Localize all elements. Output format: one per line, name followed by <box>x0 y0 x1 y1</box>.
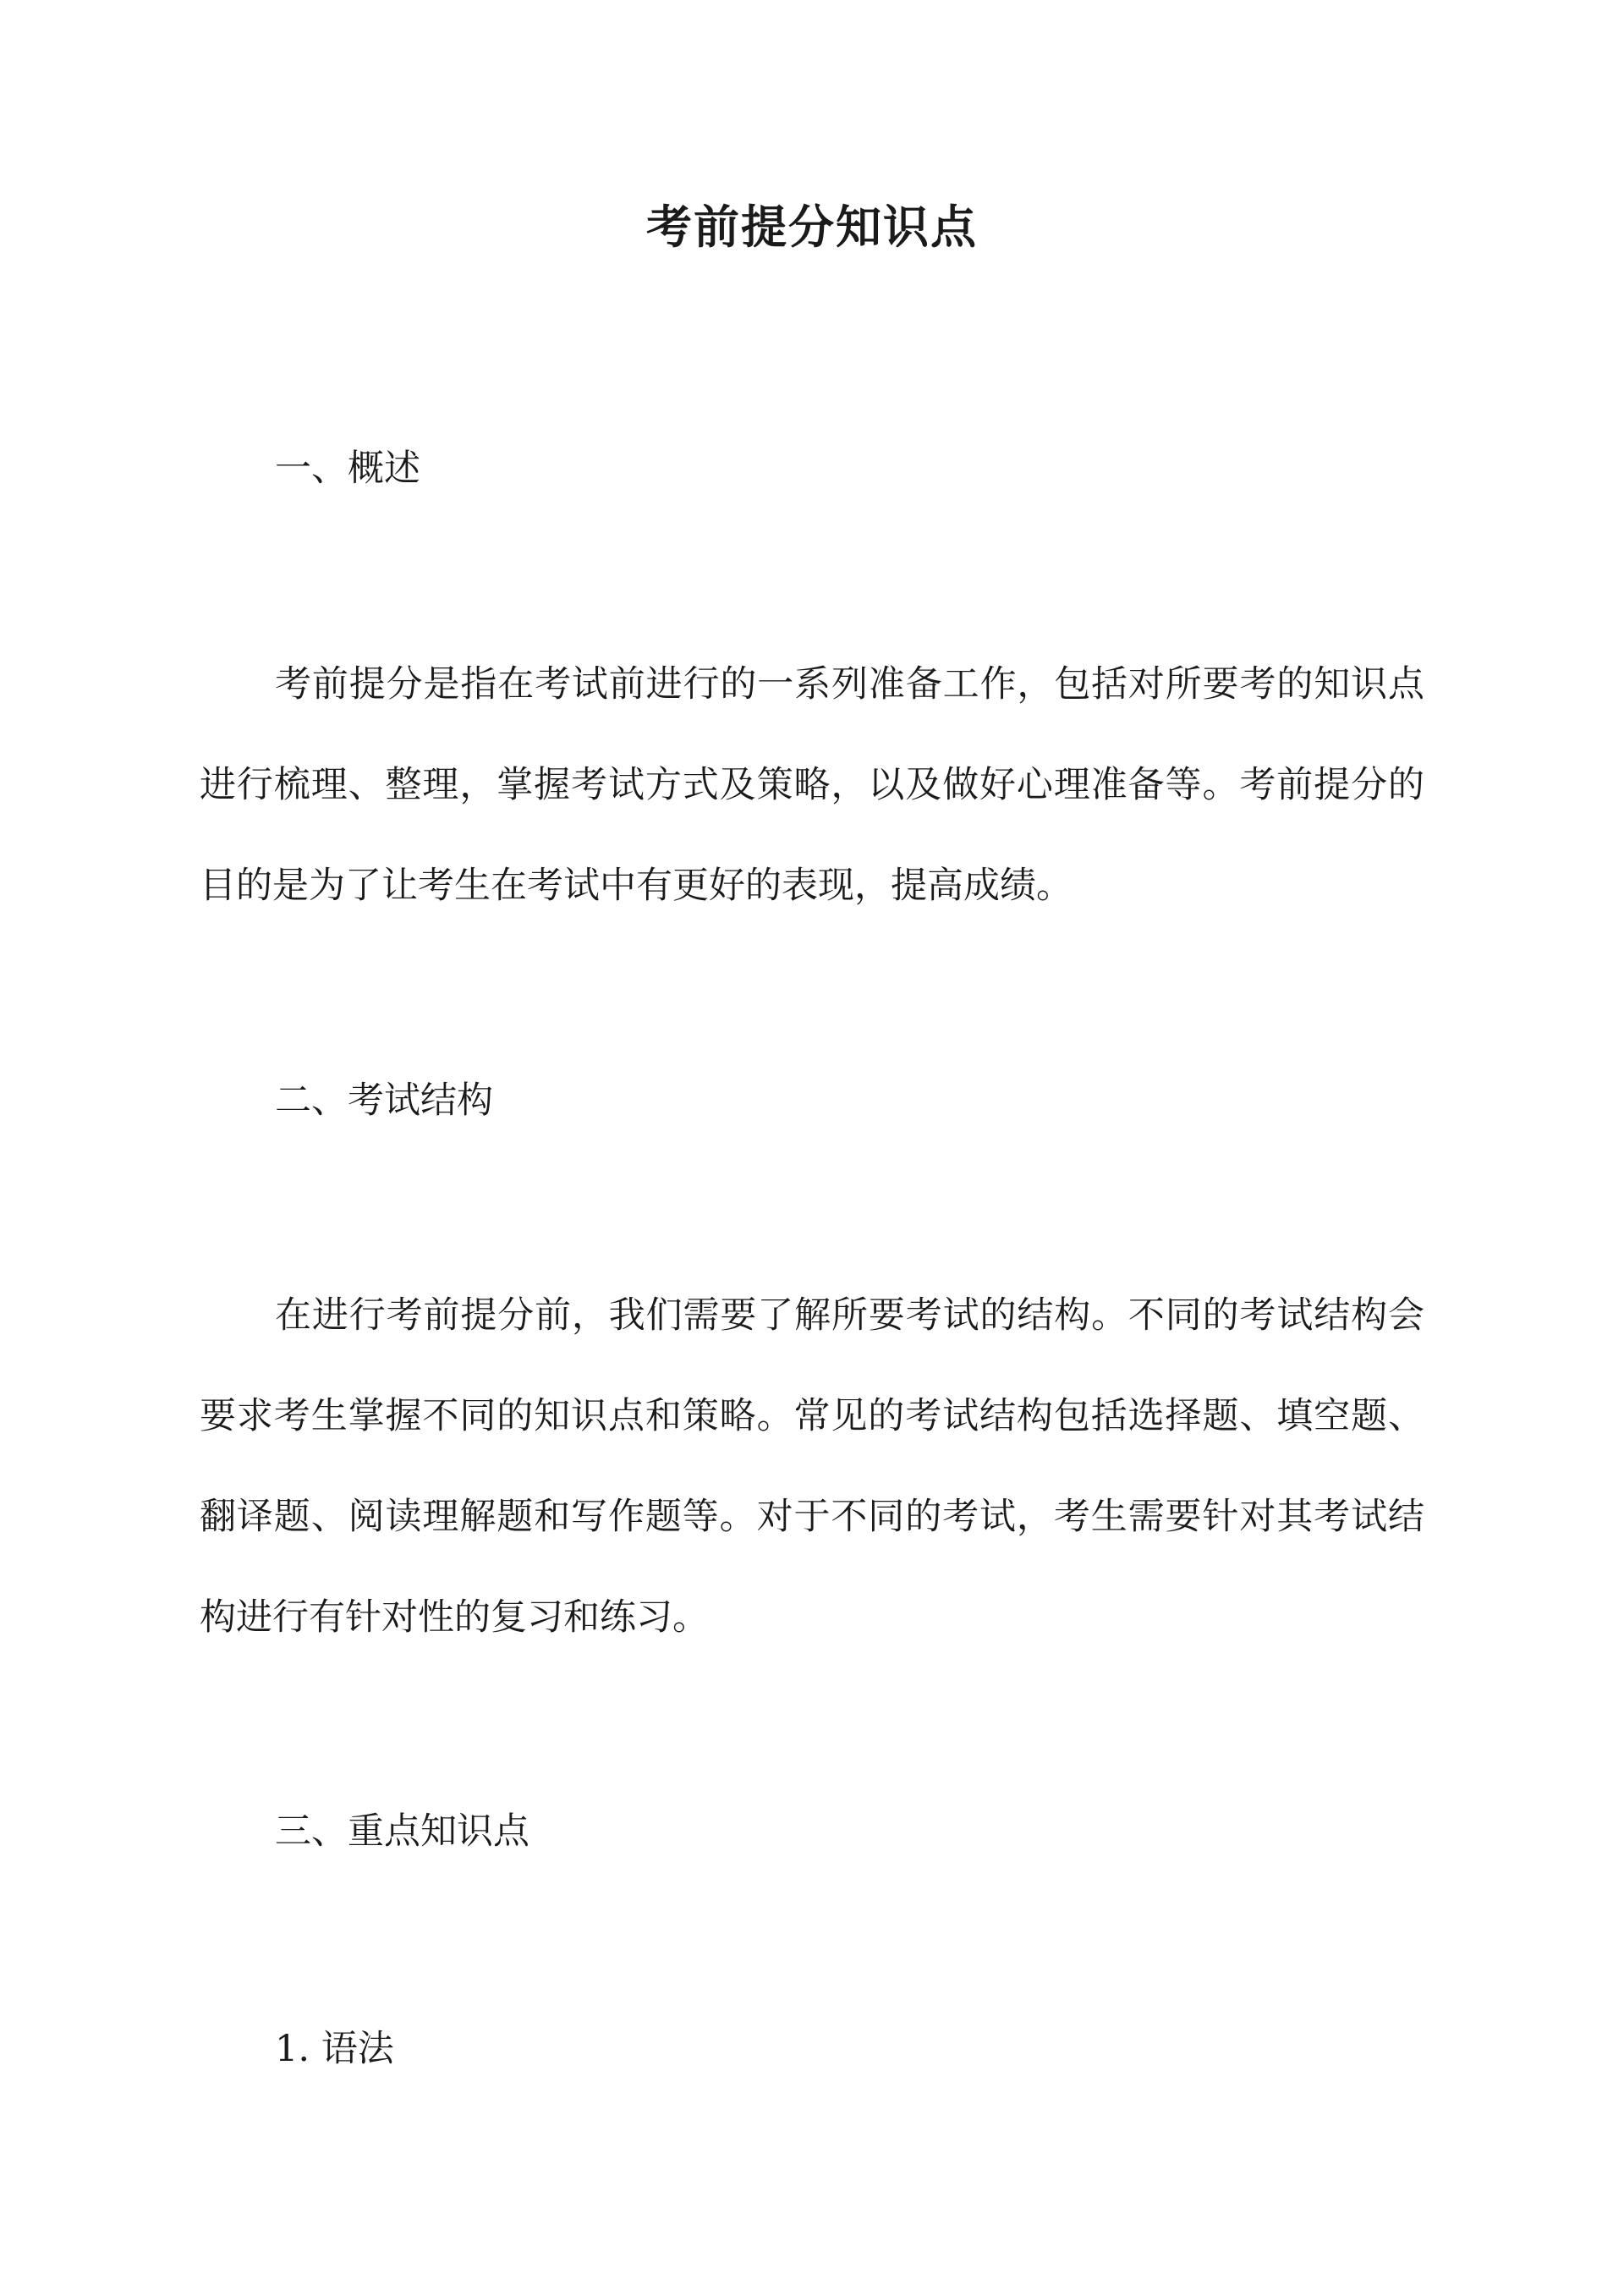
subheading-grammar: 1. 语法 <box>275 2028 394 2070</box>
section-heading-overview: 一、概述 <box>275 448 420 490</box>
section-paragraph-exam-structure: 在进行考前提分前，我们需要了解所要考试的结构。不同的考试结构会要求考生掌握不同的知识点和策略。常见的考试结构包括选择题、填空题、翻译题、阅读理解题和写作题等。对于不同的考试，考生需要针对其考试结构进行有针对性的复习和练习。 <box>200 1294 1424 1639</box>
document-title: 考前提分知识点 <box>646 200 978 254</box>
section-heading-key-points: 三、重点知识点 <box>275 1810 529 1853</box>
section-heading-exam-structure: 二、考试结构 <box>275 1079 493 1122</box>
section-paragraph-overview: 考前提分是指在考试前进行的一系列准备工作，包括对所要考的知识点进行梳理、整理，掌握考试方式及策略，以及做好心理准备等。考前提分的目的是为了让考生在考试中有更好的表现，提高成绩。 <box>200 663 1424 907</box>
